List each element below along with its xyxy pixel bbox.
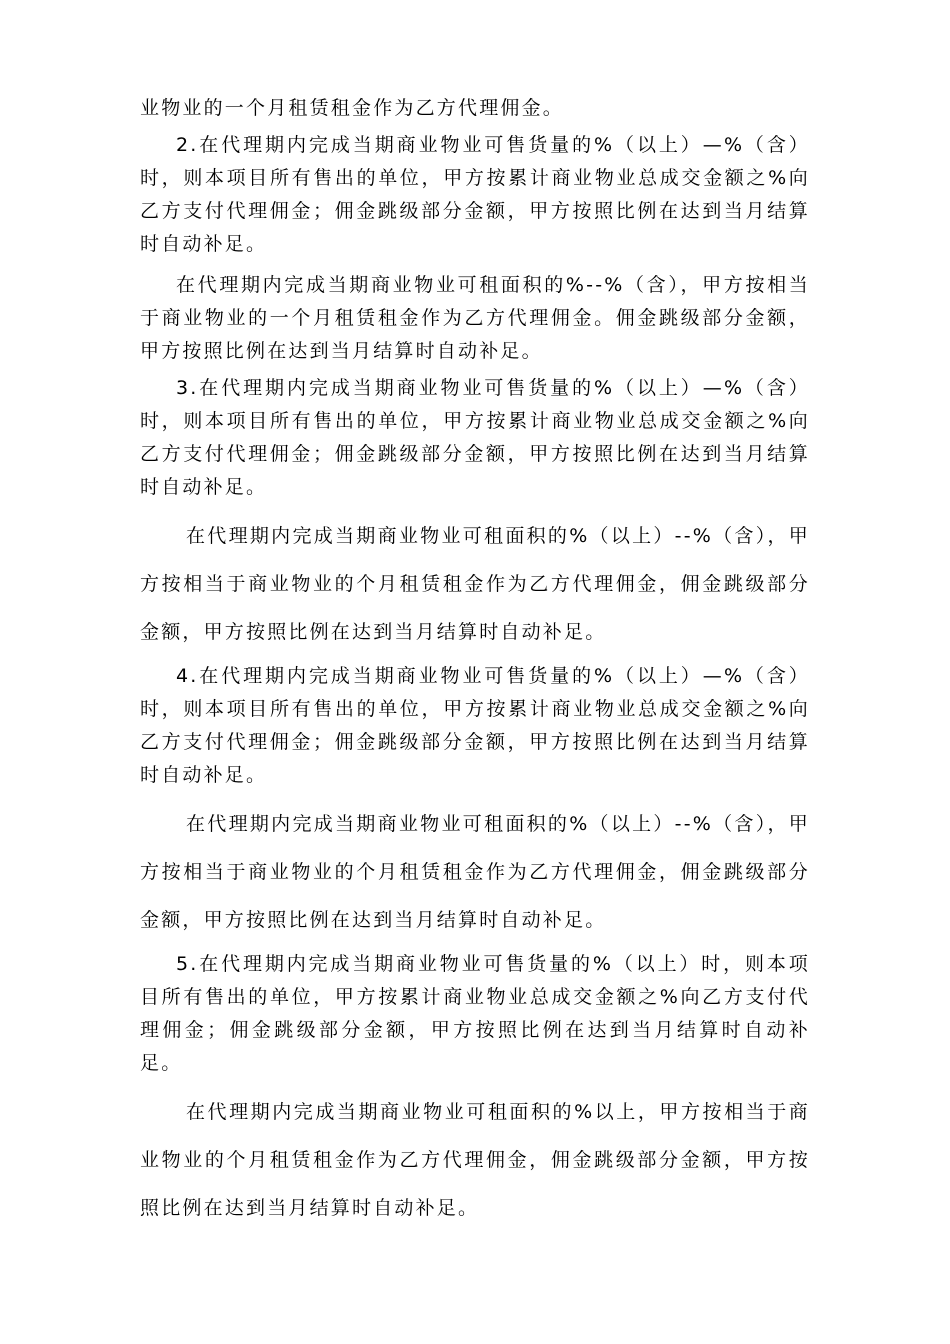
clause-5-lease: 在代理期内完成当期商业物业可租面积的%以上，甲方按相当于商业物业的个月租赁租金作为乙方代理佣金，佣金跳级部分金额，甲方按照比例在达到当月结算时自动补足。 [140,1101,810,1219]
paragraph-continuation: 业物业的一个月租赁租金作为乙方代理佣金。 [140,97,565,119]
clause-4-sale: 4.在代理期内完成当期商业物业可售货量的%（以上）—%（含）时，则本项目所有售出的单位，甲方按累计商业物业总成交金额之%向乙方支付代理佣金；佣金跳级部分金额，甲方按照比例在达到当月结算时自动补足。 [140,665,810,786]
clause-5-sale: 5.在代理期内完成当期商业物业可售货量的%（以上）时，则本项目所有售出的单位，甲方按累计商业物业总成交金额之%向乙方支付代理佣金；佣金跳级部分金额，甲方按照比例在达到当月结算时自动补足。 [140,953,810,1074]
clause-3-sale: 3.在代理期内完成当期商业物业可售货量的%（以上）—%（含）时，则本项目所有售出的单位，甲方按累计商业物业总成交金额之%向乙方支付代理佣金；佣金跳级部分金额，甲方按照比例在达到当月结算时自动补足。 [140,377,810,498]
clause-4-lease: 在代理期内完成当期商业物业可租面积的%（以上）--%（含），甲方按相当于商业物业的个月租赁租金作为乙方代理佣金，佣金跳级部分金额，甲方按照比例在达到当月结算时自动补足。 [140,813,810,931]
clause-2-sale: 2.在代理期内完成当期商业物业可售货量的%（以上）—%（含）时，则本项目所有售出的单位，甲方按累计商业物业总成交金额之%向乙方支付代理佣金；佣金跳级部分金额，甲方按照比例在达到当月结算时自动补足。 [140,134,810,255]
clause-3-lease: 在代理期内完成当期商业物业可租面积的%（以上）--%（含），甲方按相当于商业物业的个月租赁租金作为乙方代理佣金，佣金跳级部分金额，甲方按照比例在达到当月结算时自动补足。 [140,525,810,643]
document-page [140,92,810,1232]
clause-2-lease: 在代理期内完成当期商业物业可租面积的%--%（含），甲方按相当于商业物业的一个月租赁租金作为乙方代理佣金。佣金跳级部分金额，甲方按照比例在达到当月结算时自动补足。 [140,274,810,362]
